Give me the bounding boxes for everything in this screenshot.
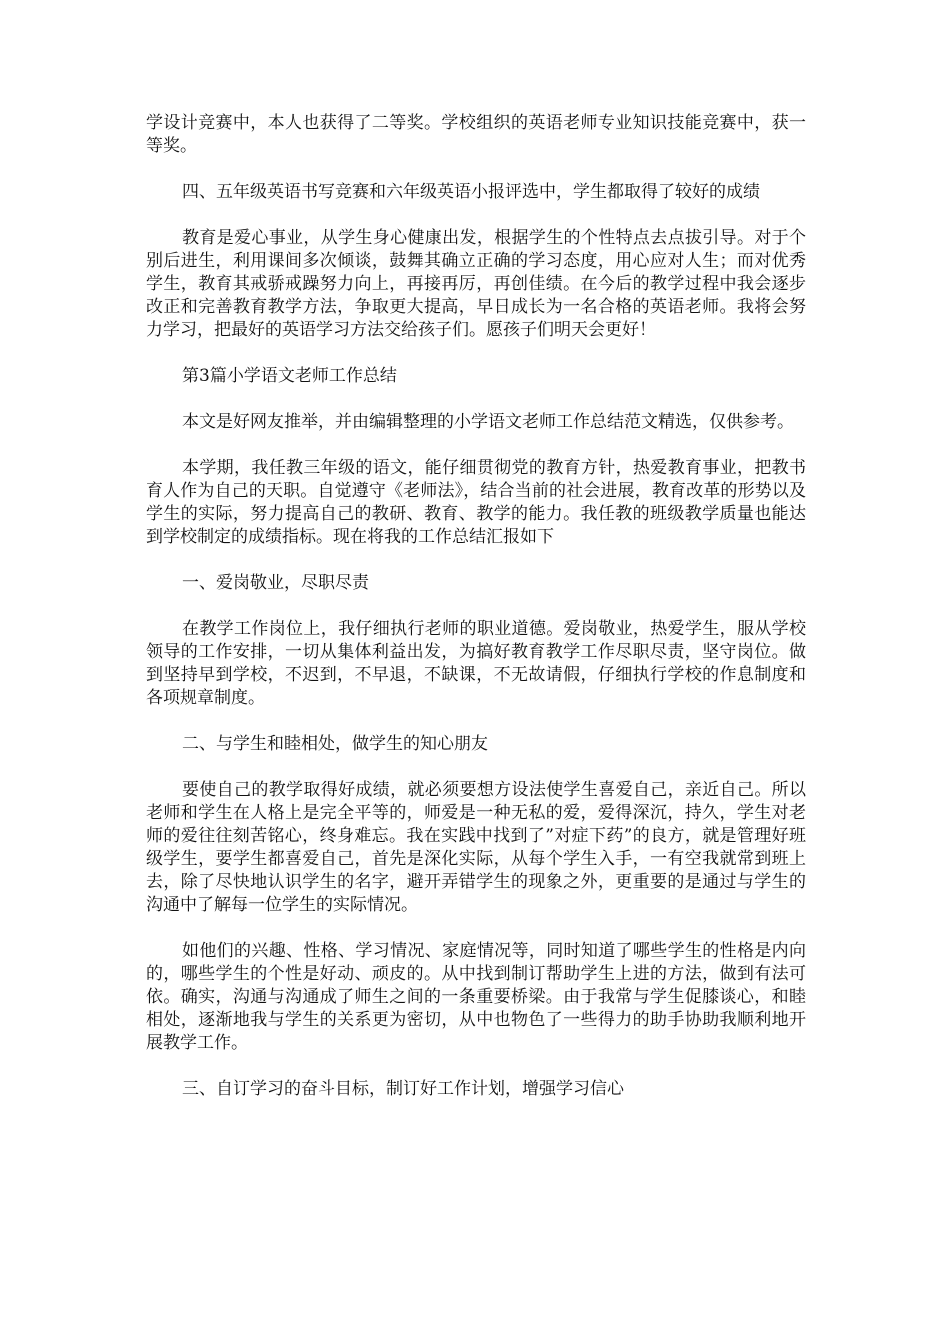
paragraph-communication: 如他们的兴趣、性格、学习情况、家庭情况等，同时知道了哪些学生的性格是内向的，哪些学生的个性是好动、顽皮的。从中找到制订帮助学生上进的方法，做到有法可依。确实，沟通与沟通成了师生之间的一条重要桥梁。由于我常与学生促膝谈心，和睦相处，逐渐地我与学生的关系更为密切，从中也物色了一些得力的助手协助我顺利地开展教学工作。: [146, 941, 806, 1053]
section-heading-2: 二、与学生和睦相处，做学生的知心朋友: [182, 734, 488, 754]
paragraph-student-relations: 要使自己的教学取得好成绩，就必须要想方设法使学生喜爱自己，亲近自己。所以老师和学生在人格上是完全平等的，师爱是一种无私的爱，爱得深沉，持久，学生对老师的爱往往刻苦铭心，终身难忘。我在实践中找到了”对症下药”的良方，就是管理好班级学生，要学生都喜爱自己，首先是深化实际，从每个学生入手，一有空我就常到班上去，除了尽快地认识学生的名字，避开弄错学生的现象之外，更重要的是通过与学生的沟通中了解每一位学生的实际情况。: [146, 780, 806, 915]
section-heading-1: 一、爱岗敬业，尽职尽责: [182, 573, 369, 593]
article-title: 第3篇小学语文老师工作总结: [182, 366, 397, 386]
document-body: [146, 112, 806, 1124]
section-heading-3: 三、自订学习的奋斗目标，制订好工作计划，增强学习信心: [182, 1079, 624, 1099]
paragraph-continued: 学设计竞赛中，本人也获得了二等奖。学校组织的英语老师专业知识技能竞赛中，获一等奖。: [146, 113, 806, 156]
paragraph-semester: 本学期，我任教三年级的语文，能仔细贯彻党的教育方针，热爱教育事业，把教书育人作为自己的天职。自觉遵守《老师法》，结合当前的社会进展，教育改革的形势以及学生的实际，努力提高自己的教研、教育、教学的能力。我任教的班级教学质量也能达到学校制定的成绩指标。现在将我的工作总结汇报如下: [146, 458, 806, 547]
paragraph-education-love: 教育是爱心事业，从学生身心健康出发，根据学生的个性特点去点拔引导。对于个别后进生，利用课间多次倾谈，鼓舞其确立正确的学习态度，用心应对人生；而对优秀学生，教育其戒骄戒躁努力向上，再接再厉，再创佳绩。在今后的教学过程中我会逐步改正和完善教育教学方法，争取更大提高，早日成长为一名合格的英语老师。我将会努力学习，把最好的英语学习方法交给孩子们。愿孩子们明天会更好！: [146, 228, 806, 340]
paragraph-intro: 本文是好网友推举，并由编辑整理的小学语文老师工作总结范文精选，仅供参考。: [182, 412, 794, 432]
paragraph-dedication: 在教学工作岗位上，我仔细执行老师的职业道德。爱岗敬业，热爱学生，服从学校领导的工作安排，一切从集体利益出发，为搞好教育教学工作尽职尽责，坚守岗位。做到坚持早到学校，不迟到，不早退，不缺课，不无故请假，仔细执行学校的作息制度和各项规章制度。: [146, 619, 806, 708]
paragraph-award-results: 四、五年级英语书写竞赛和六年级英语小报评选中，学生都取得了较好的成绩: [182, 182, 760, 202]
